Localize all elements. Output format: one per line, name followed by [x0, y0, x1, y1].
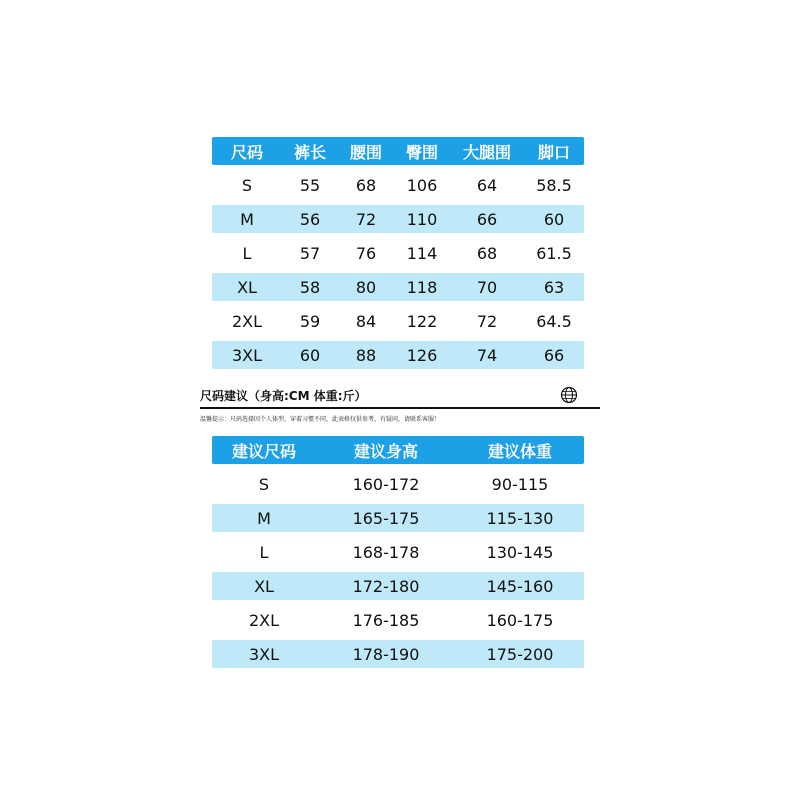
header-cell: 臀围	[405, 142, 438, 162]
table-cell: 58.5	[536, 175, 572, 195]
table-cell: 76	[355, 243, 377, 263]
table-cell: 115-130	[486, 508, 554, 528]
table-cell: 60	[543, 209, 565, 229]
table-cell: 59	[299, 311, 321, 331]
table-row	[212, 504, 584, 532]
table-cell: 68	[476, 243, 498, 263]
table-cell: L	[242, 243, 252, 263]
table-row	[212, 171, 584, 199]
table-cell: 60	[299, 345, 321, 365]
table-cell: 130-145	[486, 542, 554, 562]
table-cell: L	[259, 542, 269, 562]
table-cell: 172-180	[352, 576, 420, 596]
table-cell: 160-175	[486, 610, 554, 630]
header-cell: 尺码	[230, 142, 263, 162]
table-cell: 74	[476, 345, 498, 365]
table-row	[212, 572, 584, 600]
size-chart-header	[212, 137, 584, 165]
table-cell: 176-185	[352, 610, 420, 630]
table-cell: 175-200	[486, 644, 554, 664]
table-cell: 58	[299, 277, 321, 297]
size-advice-title: 尺码建议（身高:CM 体重:斤）	[200, 389, 367, 403]
table-cell: 178-190	[352, 644, 420, 664]
size-chart-table	[212, 137, 584, 375]
header-cell: 脚口	[537, 142, 570, 162]
table-cell: 114	[406, 243, 438, 263]
table-row	[212, 273, 584, 301]
table-cell: 61.5	[536, 243, 572, 263]
table-cell: 90-115	[491, 474, 549, 494]
table-cell: 64	[476, 175, 498, 195]
table-row	[212, 470, 584, 498]
table-row	[212, 307, 584, 335]
table-row	[212, 606, 584, 634]
table-cell: 3XL	[231, 345, 263, 365]
table-cell: 2XL	[231, 311, 263, 331]
header-cell: 大腿围	[462, 142, 511, 162]
header-cell: 建议尺码	[231, 441, 296, 461]
table-cell: 64.5	[536, 311, 572, 331]
size-tip-text: 温馨提示：尺码选择因个人体型，穿着习惯不同，此表格仅供参考，有疑问，请联系客服！	[200, 416, 441, 423]
table-cell: 126	[406, 345, 438, 365]
table-cell: 168-178	[352, 542, 420, 562]
table-cell: 56	[299, 209, 321, 229]
size-recommendation-table	[212, 436, 584, 674]
table-cell: S	[241, 175, 253, 195]
table-cell: 84	[355, 311, 377, 331]
table-cell: M	[240, 209, 254, 229]
table-cell: 72	[476, 311, 498, 331]
table-cell: 2XL	[248, 610, 280, 630]
table-cell: 145-160	[486, 576, 554, 596]
table-cell: 72	[355, 209, 377, 229]
table-cell: XL	[237, 277, 257, 297]
table-cell: 70	[476, 277, 498, 297]
header-cell: 建议身高	[353, 441, 418, 461]
table-cell: 106	[406, 175, 438, 195]
table-cell: 66	[543, 345, 565, 365]
table-row	[212, 239, 584, 267]
table-cell: 160-172	[352, 474, 420, 494]
table-cell: 110	[406, 209, 438, 229]
table-cell: XL	[254, 576, 274, 596]
table-cell: 118	[406, 277, 438, 297]
table-cell: S	[258, 474, 270, 494]
header-cell: 裤长	[293, 142, 326, 162]
table-cell: M	[257, 508, 271, 528]
table-cell: 80	[355, 277, 377, 297]
header-cell: 腰围	[349, 142, 382, 162]
table-row	[212, 538, 584, 566]
section-divider	[200, 407, 600, 409]
table-cell: 165-175	[352, 508, 420, 528]
table-cell: 68	[355, 175, 377, 195]
table-cell: 57	[299, 243, 321, 263]
table-cell: 88	[355, 345, 377, 365]
recommendation-header	[212, 436, 584, 464]
table-cell: 122	[406, 311, 438, 331]
table-cell: 66	[476, 209, 498, 229]
table-row	[212, 205, 584, 233]
table-cell: 63	[543, 277, 565, 297]
table-row	[212, 640, 584, 668]
table-row	[212, 341, 584, 369]
header-cell: 建议体重	[487, 441, 552, 461]
table-cell: 3XL	[248, 644, 280, 664]
table-cell: 55	[299, 175, 321, 195]
globe-icon	[560, 386, 578, 404]
